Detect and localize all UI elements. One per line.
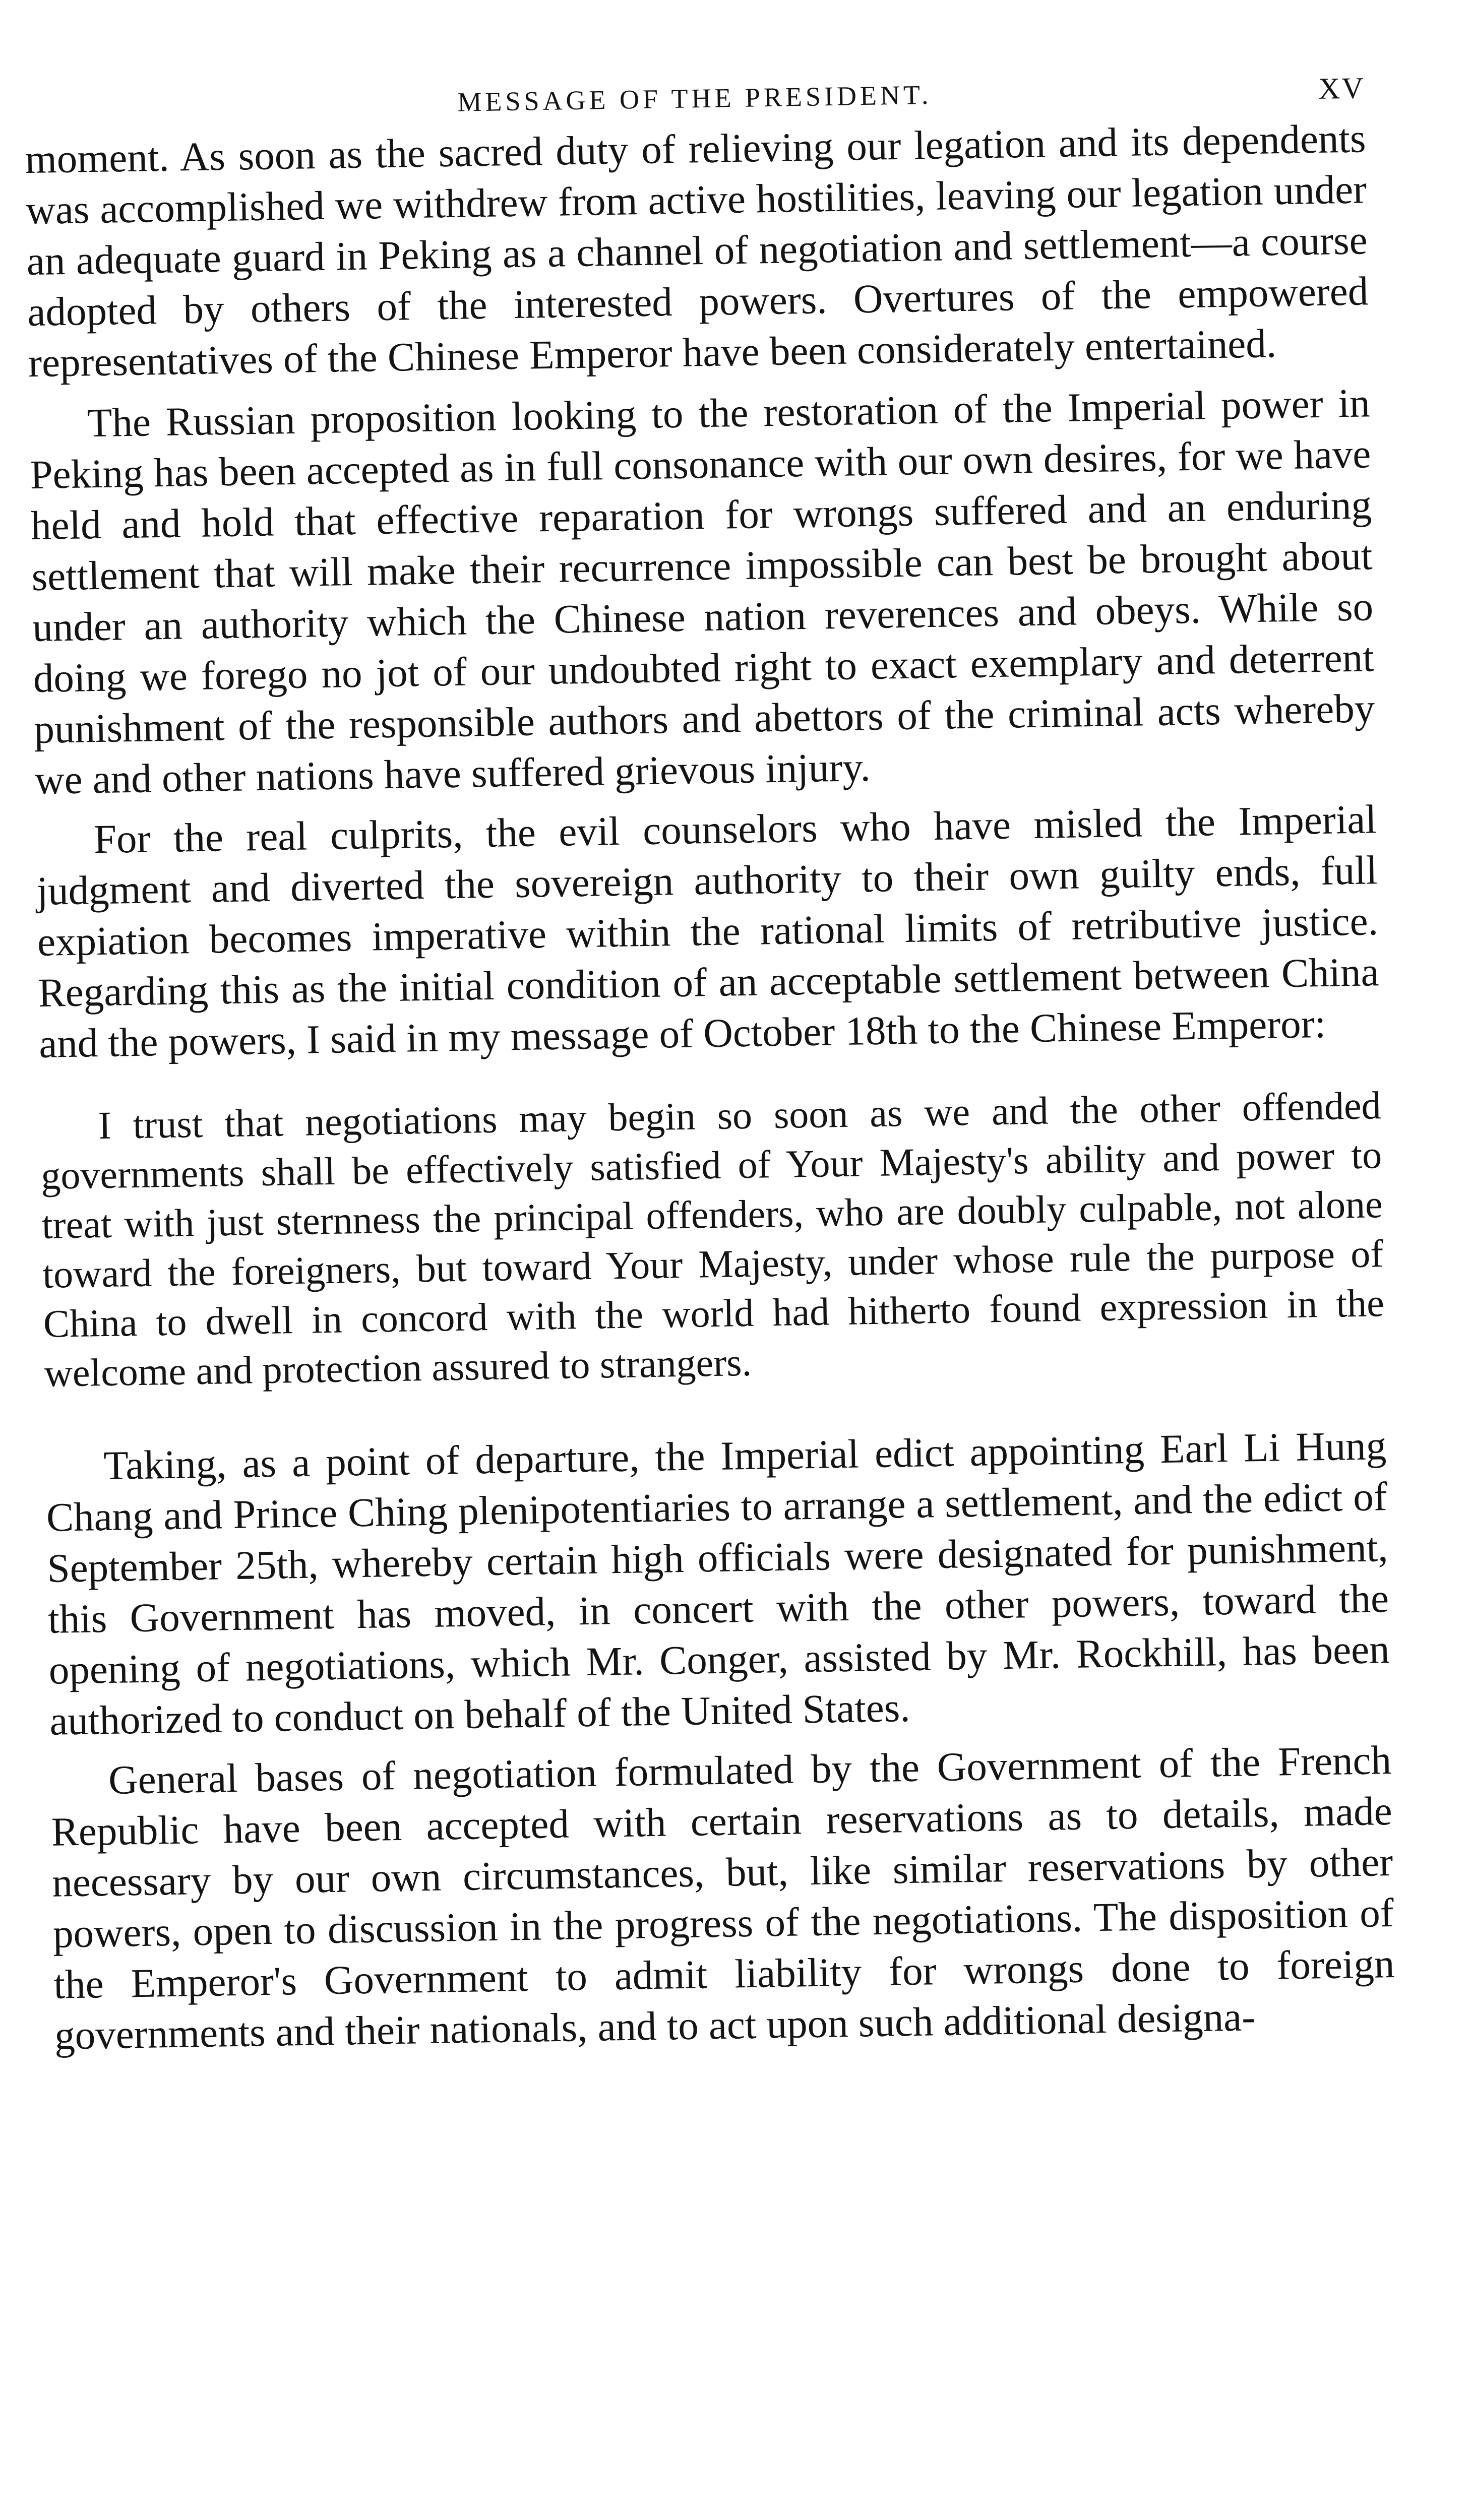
paragraph-continuation: moment. As soon as the sacred duty of relieving our legation and its dependents was accomplished we withdrew from active hostilities, leaving our legation under an adequate guard in Peking as a channel of negotiation and settlement—a course adopted by others of the interested powers. Overtures of the empowered representatives of the Chinese Emperor have been considerately entertained.: [25, 115, 1369, 386]
paragraph-russian-proposition: The Russian proposition looking to the restoration of the Imperial power in Peking has been accepted as in full consonance with our own desires, for we have held and hold that effective reparation for wrongs suffered and an enduring settlement that will make their recurrence impossible can best be brought about under an authority which the Chinese nation reverences and obeys. While so doing we forego no jot of our undoubted right to exact exemplary and deterrent punishment of the responsible authors and abettors of the criminal acts whereby we and other nations have suffered grievous injury.: [29, 380, 1375, 803]
page-number: XV: [1318, 71, 1366, 105]
running-title: MESSAGE OF THE PRESIDENT.: [457, 79, 932, 117]
book-page: [23, 0, 1404, 2520]
paragraph-imperial-edict: Taking, as a point of departure, the Imperial edict appointing Earl Li Hung Chang and Prince Ching plenipotentiaries to arrange a settlement, and the edict of September 25th, whereby certain high officials were designated for punishment, this Government has moved, in concert with the other powers, toward the opening of negotiations, which Mr. Conger, assisted by Mr. Rockhill, has been authorized to conduct on behalf of the United States.: [46, 1423, 1390, 1744]
body-text: [25, 113, 1396, 2070]
block-quote: I trust that negotiations may begin so soon as we and the other offended governments shall be effectively satisfied of Your Majesty's ability and power to treat with just sternness the principal offenders, who are doubly culpable, not alone toward the foreigners, but toward Your Majesty, under whose rule the purpose of China to dwell in concord with the world had hitherto found expression in the welcome and protection assured to strangers.: [40, 1083, 1385, 1395]
paragraph-real-culprits: For the real culprits, the evil counselors who have misled the Imperial judgment and diverted the sovereign authority to their own guilty ends, full expiation becomes imperative within the rational limits of retributive justice. Regarding this as the initial condition of an acceptable settlement between China and the powers, I said in my message of October 18th to the Chinese Emperor:: [36, 796, 1380, 1066]
paragraph-general-bases: General bases of negotiation formulated by the Government of the French Republic have been accepted with certain reservations as to details, made necessary by our own circumstances, but, like similar reservations by other powers, open to discussion in the progress of the negotiations. The disposition of the Emperor's Government to admit liability for wrongs done to foreign governments and their nationals, and to act upon such additional designa-: [51, 1737, 1395, 2058]
